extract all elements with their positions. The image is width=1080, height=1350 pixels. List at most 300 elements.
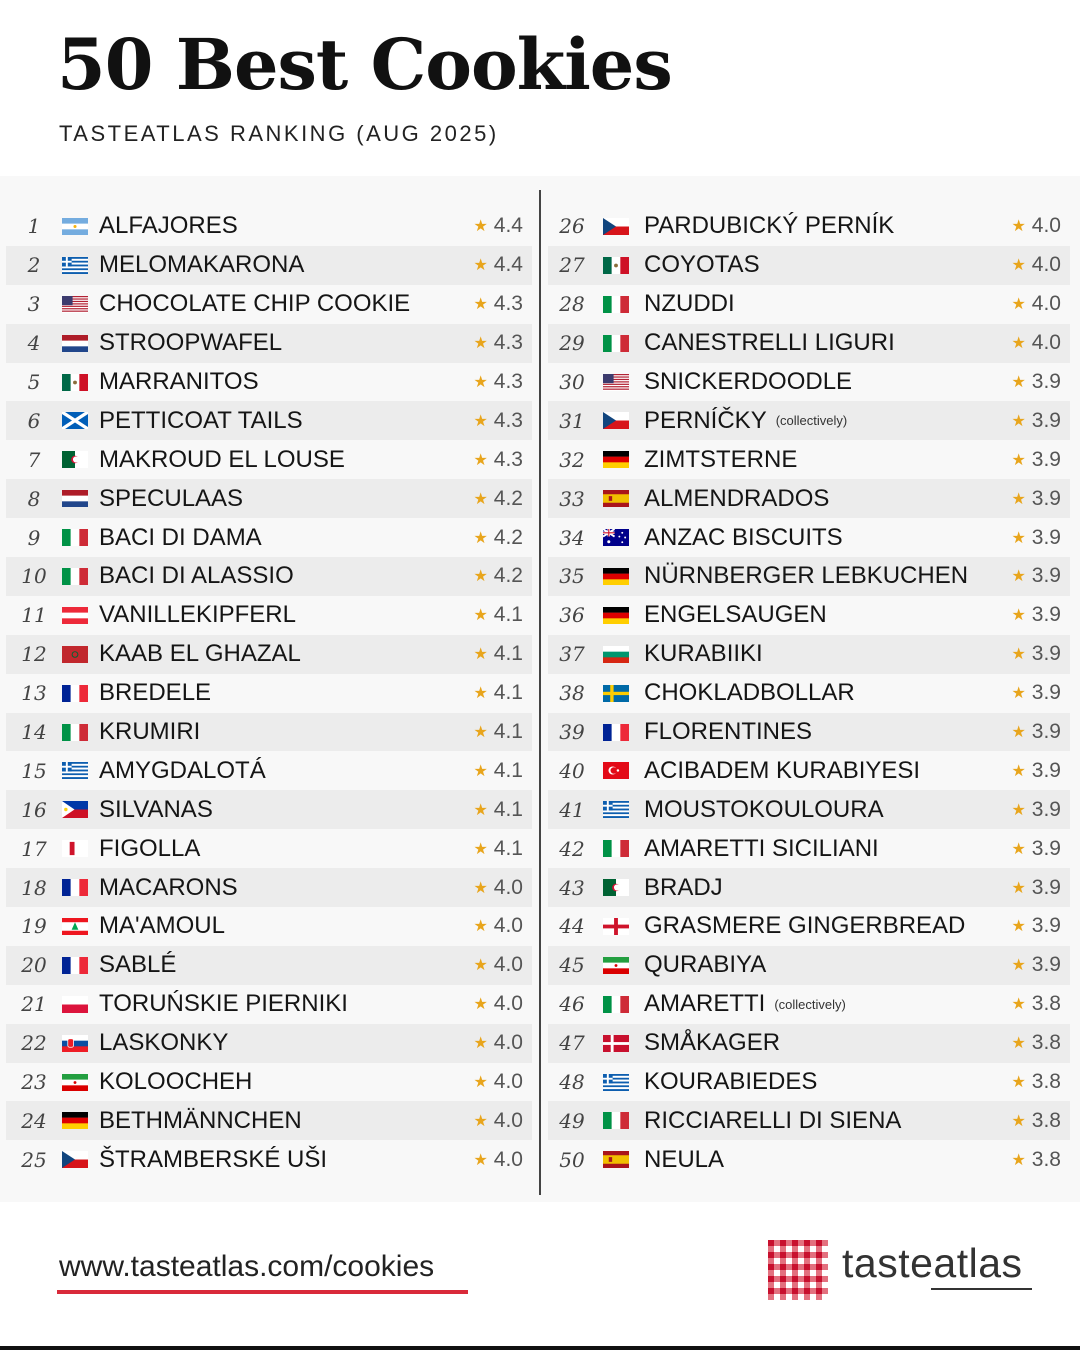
rank-number: 19 [21, 914, 47, 939]
star-icon: ★ [1011, 529, 1026, 547]
rating [473, 331, 523, 355]
rank-number: 28 [559, 292, 585, 317]
argentina-flag-icon [62, 218, 88, 235]
star-icon: ★ [1011, 257, 1026, 275]
star-icon: ★ [473, 490, 488, 508]
rating [1011, 1070, 1061, 1094]
star-icon: ★ [473, 529, 488, 547]
cookie-name: PETTICOAT TAILS [99, 406, 303, 434]
czech-flag-icon [62, 1151, 88, 1168]
star-icon: ★ [473, 840, 488, 858]
czech-flag-icon [603, 412, 629, 429]
sweden-flag-icon [603, 685, 629, 702]
slovakia-flag-icon [62, 1035, 88, 1052]
star-icon: ★ [473, 1151, 488, 1169]
rating-value: 4.2 [493, 486, 523, 510]
algeria-flag-icon [62, 451, 88, 468]
ranking-row [6, 324, 532, 363]
star-icon: ★ [473, 762, 488, 780]
star-icon: ★ [1011, 840, 1026, 858]
rating [473, 876, 523, 900]
rating-value: 3.9 [1031, 758, 1061, 782]
rating [1011, 253, 1061, 277]
ranking-row [548, 207, 1070, 246]
ranking-row [6, 868, 532, 907]
rank-number: 43 [559, 875, 585, 900]
rating-value: 4.0 [1031, 253, 1061, 277]
ranking-row [6, 401, 532, 440]
ranking-row [548, 401, 1070, 440]
rank-number: 31 [559, 408, 585, 433]
rating [1011, 759, 1061, 783]
ranking-row [6, 1024, 532, 1063]
star-icon: ★ [1011, 607, 1026, 625]
cookie-name: CHOKLADBOLLAR [644, 679, 855, 707]
bulgaria-flag-icon [603, 646, 629, 663]
star-icon: ★ [473, 374, 488, 391]
star-icon: ★ [473, 568, 488, 586]
ranking-row [548, 324, 1070, 363]
star-icon: ★ [1011, 1074, 1026, 1092]
turkey-flag-icon [603, 762, 629, 779]
rating-value: 4.0 [493, 875, 523, 899]
usa-flag-icon [62, 296, 88, 313]
cookie-name: NEULA [644, 1145, 725, 1173]
star-icon: ★ [1011, 218, 1026, 236]
rating-value: 4.1 [493, 797, 523, 821]
rating [473, 992, 523, 1016]
cookie-name: ACIBADEM KURABIYESI [644, 756, 921, 784]
denmark-flag-icon [603, 1035, 629, 1052]
ranking-row [548, 946, 1070, 985]
england-flag-icon [603, 918, 629, 935]
rating [1011, 331, 1061, 355]
ranking-row [6, 518, 532, 557]
france-flag-icon [62, 685, 88, 702]
star-icon: ★ [1011, 374, 1026, 391]
usa-flag-icon [603, 374, 629, 391]
ranking-row [548, 246, 1070, 285]
australia-flag-icon [603, 529, 629, 546]
rating [1011, 292, 1061, 316]
star-icon: ★ [1011, 918, 1026, 936]
rating [473, 798, 523, 822]
rank-number: 20 [21, 953, 47, 978]
rating-value: 3.9 [1031, 564, 1061, 588]
ranking-row [548, 751, 1070, 790]
cookie-name: COYOTAS [644, 251, 760, 279]
rating-value: 4.3 [493, 447, 523, 471]
rating [473, 1031, 523, 1055]
website-link[interactable]: www.tasteatlas.com/cookies [59, 1250, 435, 1283]
rating-value: 3.9 [1031, 797, 1061, 821]
rank-number: 7 [27, 447, 41, 472]
rank-number: 45 [559, 953, 585, 978]
rating [473, 681, 523, 705]
cookie-name: MELOMAKARONA [99, 251, 305, 279]
spain-flag-icon [603, 490, 629, 507]
star-icon: ★ [473, 996, 488, 1014]
rating [1011, 837, 1061, 861]
rating [473, 1070, 523, 1094]
france-flag-icon [603, 724, 629, 741]
italy-flag-icon [62, 568, 88, 585]
scotland-flag-icon [62, 412, 88, 429]
rating-value: 3.9 [1031, 720, 1061, 744]
rank-number: 50 [559, 1147, 585, 1172]
rating [1011, 214, 1061, 238]
rank-number: 47 [559, 1031, 585, 1056]
ranking-row [6, 674, 532, 713]
ranking-row [548, 985, 1070, 1024]
cookie-name: GRASMERE GINGERBREAD [644, 912, 966, 940]
cookie-name: PARDUBICKÝ PERNÍK [644, 212, 895, 240]
ranking-row [6, 363, 532, 402]
rating [473, 603, 523, 627]
morocco-flag-icon [62, 646, 88, 663]
cookie-name: ŠTRAMBERSKÉ UŠI [99, 1145, 328, 1173]
rating-value: 4.0 [1031, 292, 1061, 316]
star-icon: ★ [473, 335, 488, 353]
ranking-row [6, 751, 532, 790]
germany-flag-icon [62, 1112, 88, 1129]
star-icon: ★ [473, 1035, 488, 1053]
rank-number: 26 [559, 214, 585, 239]
rating-value: 3.9 [1031, 370, 1061, 393]
star-icon: ★ [473, 879, 488, 897]
rating [1011, 1031, 1061, 1055]
rating [1011, 564, 1061, 588]
star-icon: ★ [1011, 996, 1026, 1014]
star-icon: ★ [1011, 490, 1026, 508]
rank-number: 37 [559, 642, 585, 667]
star-icon: ★ [473, 801, 488, 819]
rating-value: 4.3 [493, 370, 523, 393]
rank-number: 4 [27, 331, 41, 356]
rank-number: 41 [559, 797, 585, 822]
ranking-row [548, 1101, 1070, 1140]
bottom-border [0, 1346, 1080, 1350]
rating-value: 4.3 [493, 331, 523, 355]
star-icon: ★ [473, 918, 488, 936]
rating-value: 4.1 [493, 681, 523, 705]
rank-number: 14 [21, 720, 47, 745]
rating-value: 4.1 [493, 603, 523, 627]
rank-number: 16 [21, 797, 47, 822]
star-icon: ★ [473, 218, 488, 236]
rating-value: 3.9 [1031, 642, 1061, 666]
rank-number: 13 [21, 681, 47, 706]
iran-flag-icon [62, 1074, 88, 1091]
star-icon: ★ [1011, 801, 1026, 819]
cookie-name: CANESTRELLI LIGURI [644, 329, 895, 357]
ranking-row [548, 635, 1070, 674]
greece-flag-icon [603, 1074, 629, 1091]
star-icon: ★ [1011, 762, 1026, 780]
rating-value: 4.0 [493, 1070, 523, 1094]
cookie-name: SPECULAAS [99, 484, 244, 512]
spain-flag-icon [603, 1151, 629, 1168]
cookie-name: ALMENDRADOS [644, 484, 830, 512]
rank-number: 18 [21, 875, 47, 900]
ranking-row [6, 1063, 532, 1102]
rank-number: 22 [21, 1031, 47, 1056]
link-underline [57, 1290, 468, 1294]
germany-flag-icon [603, 568, 629, 585]
ranking-row [6, 246, 532, 285]
italy-flag-icon [603, 996, 629, 1013]
ranking-row [548, 1024, 1070, 1063]
ranking-column-right [548, 207, 1070, 1179]
cookie-name: SILVANAS [99, 795, 213, 823]
star-icon: ★ [1011, 1151, 1026, 1169]
rank-number: 38 [559, 681, 585, 706]
rating-value: 4.0 [493, 1031, 523, 1055]
star-icon: ★ [1011, 412, 1026, 430]
rating [473, 720, 523, 744]
rating [1011, 876, 1061, 900]
star-icon: ★ [473, 685, 488, 703]
rating-value: 4.0 [493, 1108, 523, 1132]
rank-number: 32 [559, 447, 585, 472]
cookie-name: MA'AMOUL [99, 912, 225, 940]
rating [1011, 409, 1061, 433]
rating [473, 292, 523, 316]
rank-number: 21 [21, 992, 47, 1017]
ranking-row [6, 907, 532, 946]
poland-flag-icon [62, 996, 88, 1013]
rating [473, 526, 523, 550]
rank-number: 44 [559, 914, 585, 939]
rank-number: 34 [559, 525, 585, 550]
rank-number: 35 [559, 564, 585, 589]
star-icon: ★ [473, 1112, 488, 1130]
rank-number: 15 [21, 758, 47, 783]
star-icon: ★ [473, 257, 488, 275]
ranking-row [6, 1101, 532, 1140]
page-subtitle: TASTEATLAS RANKING (AUG 2025) [59, 121, 499, 146]
star-icon: ★ [1011, 1112, 1026, 1130]
rating [1011, 642, 1061, 666]
malta-flag-icon [62, 840, 88, 857]
italy-flag-icon [603, 1112, 629, 1129]
rating-value: 3.9 [1031, 953, 1061, 977]
rating [473, 448, 523, 472]
philippines-flag-icon [62, 801, 88, 818]
ranking-row [6, 985, 532, 1024]
cookie-name: RICCIARELLI DI SIENA [644, 1106, 902, 1134]
ranking-row [6, 557, 532, 596]
ranking-row [548, 868, 1070, 907]
rating-value: 4.1 [493, 720, 523, 744]
italy-flag-icon [603, 840, 629, 857]
rating [1011, 798, 1061, 822]
cookie-name: VANILLEKIPFERL [99, 601, 296, 629]
rating-value: 4.0 [1031, 331, 1061, 355]
cookie-name: MAKROUD EL LOUSE [99, 445, 345, 473]
rank-number: 8 [27, 486, 41, 511]
france-flag-icon [62, 957, 88, 974]
rating-value: 3.9 [1031, 486, 1061, 510]
rating [473, 953, 523, 977]
star-icon: ★ [1011, 879, 1026, 897]
rank-number: 10 [21, 564, 47, 589]
ranking-row [6, 829, 532, 868]
ranking-row [548, 518, 1070, 557]
star-icon: ★ [1011, 685, 1026, 703]
rating-value: 4.0 [493, 1147, 523, 1171]
rank-number: 30 [559, 370, 585, 394]
rating-value: 3.9 [1031, 836, 1061, 860]
rating [473, 1109, 523, 1133]
page-title: 50 Best Cookies [57, 23, 672, 106]
rank-number: 48 [559, 1070, 585, 1095]
ranking-row [6, 285, 532, 324]
cookie-name: BREDELE [99, 679, 212, 707]
cookie-name: MARRANITOS [99, 368, 259, 395]
rating-value: 4.0 [493, 914, 523, 938]
cookie-note: (collectively) [774, 996, 846, 1012]
czech-flag-icon [603, 218, 629, 235]
ranking-row [6, 440, 532, 479]
rank-number: 11 [21, 603, 47, 628]
cookie-name: QURABIYA [644, 951, 767, 979]
rating [473, 837, 523, 861]
rating [473, 409, 523, 433]
rating [1011, 953, 1061, 977]
rating-value: 4.1 [493, 836, 523, 860]
rating [1011, 720, 1061, 744]
ranking-row [548, 713, 1070, 752]
rating-value: 4.3 [493, 408, 523, 432]
netherlands-flag-icon [62, 490, 88, 507]
rank-number: 23 [21, 1070, 47, 1095]
cookie-name: ALFAJORES [99, 212, 238, 240]
rating [1011, 526, 1061, 550]
rating-value: 4.1 [493, 642, 523, 666]
iran-flag-icon [603, 957, 629, 974]
rating [473, 759, 523, 783]
ranking-row [6, 635, 532, 674]
star-icon: ★ [1011, 646, 1026, 664]
cookie-name: ENGELSAUGEN [644, 601, 827, 629]
rating [473, 1148, 523, 1172]
germany-flag-icon [603, 451, 629, 468]
cookie-name: NZUDDI [644, 290, 735, 318]
rating-value: 4.0 [1031, 214, 1061, 238]
cookie-name: NÜRNBERGER LEBKUCHEN [644, 562, 969, 590]
ranking-row [6, 479, 532, 518]
rank-number: 24 [21, 1108, 47, 1133]
star-icon: ★ [473, 646, 488, 664]
ranking-row [548, 557, 1070, 596]
cookie-name: STROOPWAFEL [99, 329, 283, 357]
austria-flag-icon [62, 607, 88, 624]
ranking-row [6, 946, 532, 985]
rating-value: 4.1 [493, 758, 523, 782]
cookie-note: (collectively) [775, 413, 848, 429]
ranking-row [548, 829, 1070, 868]
rank-number: 3 [27, 292, 41, 317]
cookie-name: AMYGDALOTÁ [99, 756, 266, 784]
rank-number: 6 [27, 408, 41, 433]
ranking-row [6, 207, 532, 246]
cookie-name: LASKONKY [99, 1029, 229, 1057]
rating [473, 487, 523, 511]
rank-number: 27 [559, 253, 585, 278]
rating [473, 564, 523, 588]
rating-value: 3.9 [1031, 603, 1061, 627]
rank-number: 25 [21, 1147, 47, 1172]
star-icon: ★ [1011, 1035, 1026, 1053]
cookie-name: AMARETTI SICILIANI [644, 834, 879, 862]
rating [1011, 914, 1061, 938]
cookie-name: BACI DI ALASSIO [99, 562, 294, 590]
brand-wordmark: tasteatlas [842, 1240, 1023, 1286]
ranking-row [548, 907, 1070, 946]
france-flag-icon [62, 879, 88, 896]
ranking-row [548, 674, 1070, 713]
star-icon: ★ [473, 451, 488, 469]
cookie-name: MACARONS [99, 873, 238, 901]
ranking-row [6, 713, 532, 752]
ranking-row [548, 596, 1070, 635]
rating [1011, 1109, 1061, 1133]
greece-flag-icon [603, 801, 629, 818]
rating-value: 4.4 [493, 214, 523, 238]
cookie-name: AMARETTI [644, 990, 766, 1018]
algeria-flag-icon [603, 879, 629, 896]
ranking-column-left [6, 207, 532, 1179]
cookie-name: KAAB EL GHAZAL [99, 640, 301, 668]
rating [1011, 487, 1061, 511]
italy-flag-icon [603, 335, 629, 352]
star-icon: ★ [473, 724, 488, 742]
column-divider [539, 190, 541, 1195]
rating-value: 4.0 [493, 992, 523, 1016]
rating-value: 4.4 [493, 253, 523, 277]
rank-number: 12 [21, 642, 47, 667]
rank-number: 33 [559, 486, 585, 511]
cookie-name: ANZAC BISCUITS [644, 523, 843, 551]
ranking-row [548, 479, 1070, 518]
star-icon: ★ [473, 957, 488, 975]
ranking-row [548, 1140, 1070, 1179]
italy-flag-icon [62, 529, 88, 546]
rank-number: 29 [559, 331, 585, 356]
cookie-name: SMÅKAGER [644, 1029, 781, 1057]
rating-value: 3.8 [1031, 1031, 1061, 1055]
rating [1011, 370, 1061, 394]
rating-value: 3.9 [1031, 408, 1061, 432]
rating-value: 3.8 [1031, 992, 1061, 1016]
rank-number: 39 [559, 720, 585, 745]
rating [1011, 681, 1061, 705]
cookie-name: SABLÉ [99, 951, 177, 979]
rank-number: 49 [559, 1108, 585, 1133]
rating-value: 4.3 [493, 292, 523, 316]
mexico-flag-icon [62, 374, 88, 391]
rating [1011, 603, 1061, 627]
greece-flag-icon [62, 257, 88, 274]
rating [473, 253, 523, 277]
rating-value: 3.8 [1031, 1070, 1061, 1094]
rank-number: 2 [27, 253, 41, 278]
rank-number: 5 [27, 370, 41, 394]
cookie-name: FLORENTINES [644, 718, 813, 746]
star-icon: ★ [1011, 451, 1026, 469]
rating-value: 4.2 [493, 564, 523, 588]
